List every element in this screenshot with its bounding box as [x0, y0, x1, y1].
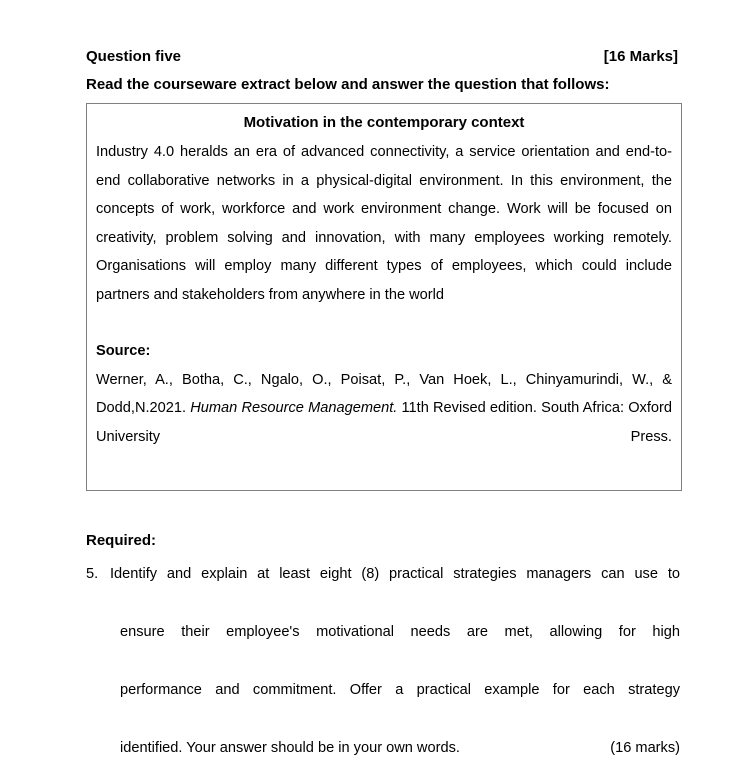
item-number: 5. — [86, 565, 99, 582]
item-marks: (16 marks) — [610, 739, 680, 756]
citation-prefix: & Dodd,N.2021. — [96, 371, 672, 416]
question-item-5 — [86, 560, 680, 763]
source-citation — [96, 366, 672, 480]
item-line-text: identified. Your answer should be in your own words. — [120, 739, 460, 756]
question-page — [86, 44, 678, 763]
required-label: Required: — [86, 531, 157, 549]
paragraph-spacer — [96, 309, 672, 337]
item-text — [110, 560, 680, 763]
source-label: Source: — [96, 343, 151, 359]
citation-line-authors: Werner, A., Botha, C., Ngalo, O., Poisat, P., Van Hoek, L., Chinyamurindi, W., — [96, 371, 654, 388]
extract-title: Motivation in the contemporary context — [243, 114, 525, 131]
instruction-text: Read the courseware extract below and answer the question that follows: — [86, 76, 610, 93]
citation-edition: 11th Revised edition. South — [397, 400, 580, 416]
marks-badge: [16 Marks] — [603, 48, 678, 65]
item-line-final — [110, 734, 680, 763]
citation-book-title: Human Resource Management. — [190, 400, 398, 416]
extract-line: Work will be focused on creativity, problem solving and innovation, with many — [96, 201, 672, 246]
item-line: Identify and explain at least eight (8) practical strategies managers can use to — [110, 565, 680, 582]
citation-line-publisher: Africa: Oxford University Press. — [96, 400, 672, 445]
page-title: Question five — [86, 48, 182, 65]
item-line: performance and commitment. Offer a practical example for each strategy — [120, 681, 680, 698]
extract-line: end-to-end collaborative networks in a physical-digital environment. In this — [96, 144, 672, 189]
extract-line: employees working remotely. Organisations will employ many different types of — [96, 229, 672, 274]
extract-line: the world — [384, 286, 445, 303]
extract-line: Industry 4.0 heralds an era of advanced connectivity, a service orientation and — [96, 144, 620, 160]
extract-paragraph — [96, 138, 672, 309]
extract-line: employees, which could include partners and stakeholders from anywhere in — [96, 258, 672, 303]
extract-line: environment, the concepts of work, workforce and work environment change. — [96, 172, 672, 217]
item-line: ensure their employee's motivational needs are met, allowing for high — [120, 623, 680, 640]
courseware-extract-box — [86, 103, 682, 491]
question-header — [86, 44, 678, 70]
